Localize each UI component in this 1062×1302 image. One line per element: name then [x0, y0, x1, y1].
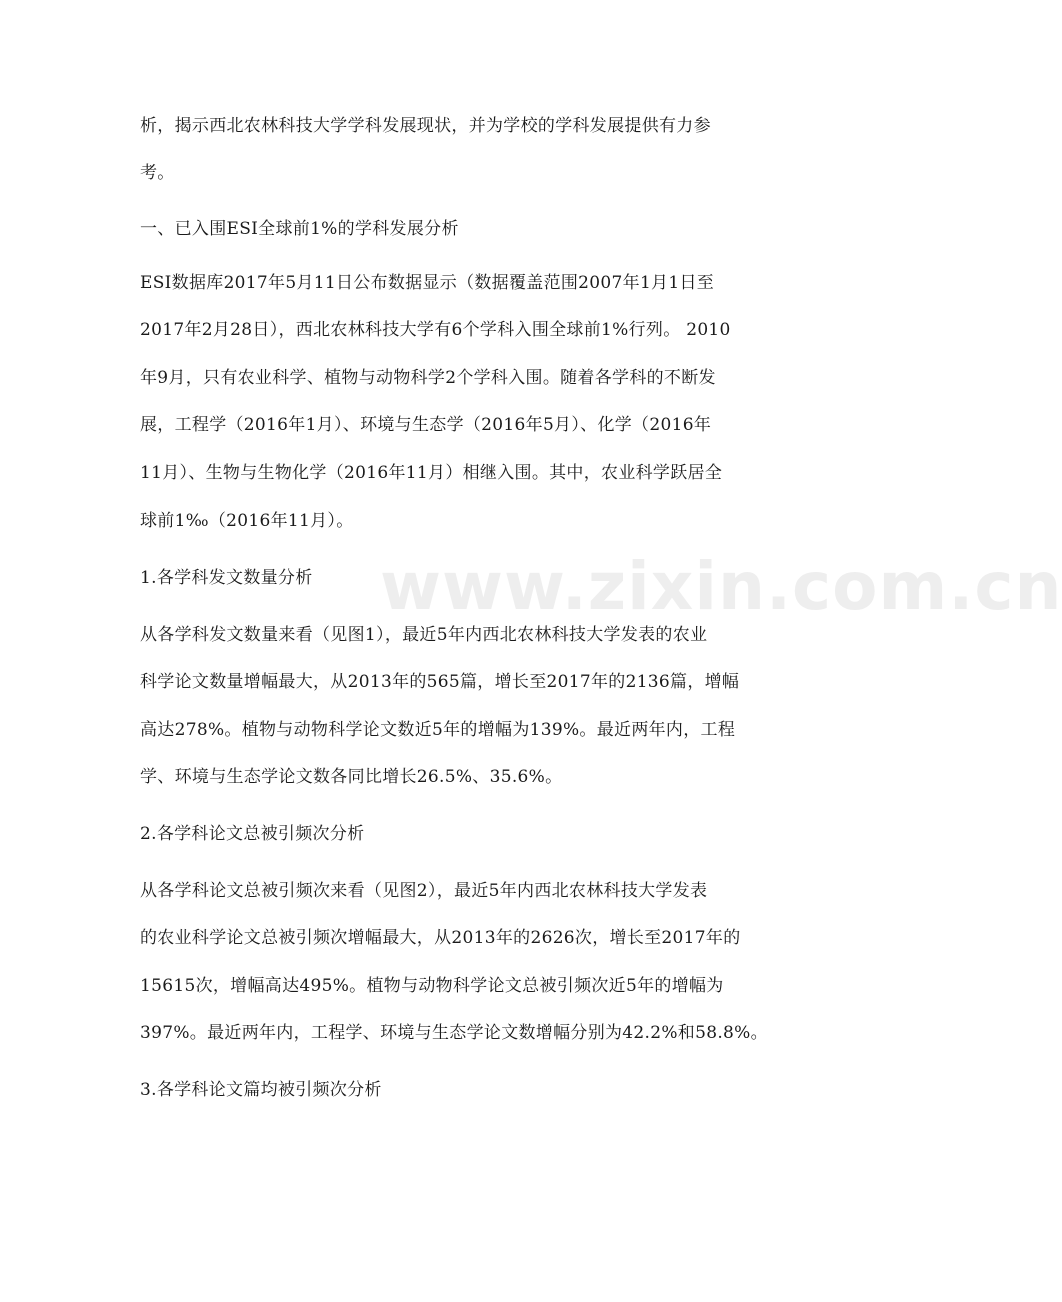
paragraph-line: 高达278%。植物与动物科学论文数近5年的增幅为139%。最近两年内，工程 [140, 720, 736, 740]
paragraph-line: 2017年2月28日），西北农林科技大学有6个学科入围全球前1%行列。 2010 [140, 320, 731, 340]
subsection-heading: 3.各学科论文篇均被引频次分析 [140, 1080, 382, 1100]
paragraph-line: 析，揭示西北农林科技大学学科发展现状，并为学校的学科发展提供有力参 [140, 116, 711, 136]
paragraph-line: 15615次，增幅高达495%。植物与动物科学论文总被引频次近5年的增幅为 [140, 976, 724, 996]
paragraph-line: 397%。最近两年内，工程学、环境与生态学论文数增幅分别为42.2%和58.8%。 [140, 1023, 768, 1043]
paragraph-line: 学、环境与生态学论文数各同比增长26.5%、35.6%。 [140, 767, 563, 787]
paragraph-line: 11月）、生物与生物化学（2016年11月）相继入围。其中，农业科学跃居全 [140, 463, 723, 483]
watermark: www.zixin.com.cn [380, 548, 1062, 625]
subsection-heading: 1.各学科发文数量分析 [140, 568, 313, 588]
paragraph-line: 科学论文数量增幅最大，从2013年的565篇，增长至2017年的2136篇，增幅 [140, 672, 740, 692]
section-heading: 一、已入围ESI全球前1%的学科发展分析 [140, 219, 459, 239]
paragraph-line: 展，工程学（2016年1月）、环境与生态学（2016年5月）、化学（2016年 [140, 415, 712, 435]
paragraph-line: ESI数据库2017年5月11日公布数据显示（数据覆盖范围2007年1月1日至 [140, 273, 715, 293]
paragraph-line: 的农业科学论文总被引频次增幅最大，从2013年的2626次，增长至2017年的 [140, 928, 741, 948]
paragraph-line: 从各学科论文总被引频次来看（见图2），最近5年内西北农林科技大学发表 [140, 881, 708, 901]
paragraph-line: 年9月，只有农业科学、植物与动物科学2个学科入围。随着各学科的不断发 [140, 368, 716, 388]
paragraph-line: 球前1‰（2016年11月）。 [140, 511, 354, 531]
subsection-heading: 2.各学科论文总被引频次分析 [140, 824, 365, 844]
paragraph-line: 考。 [140, 163, 175, 183]
paragraph-line: 从各学科发文数量来看（见图1），最近5年内西北农林科技大学发表的农业 [140, 625, 708, 645]
